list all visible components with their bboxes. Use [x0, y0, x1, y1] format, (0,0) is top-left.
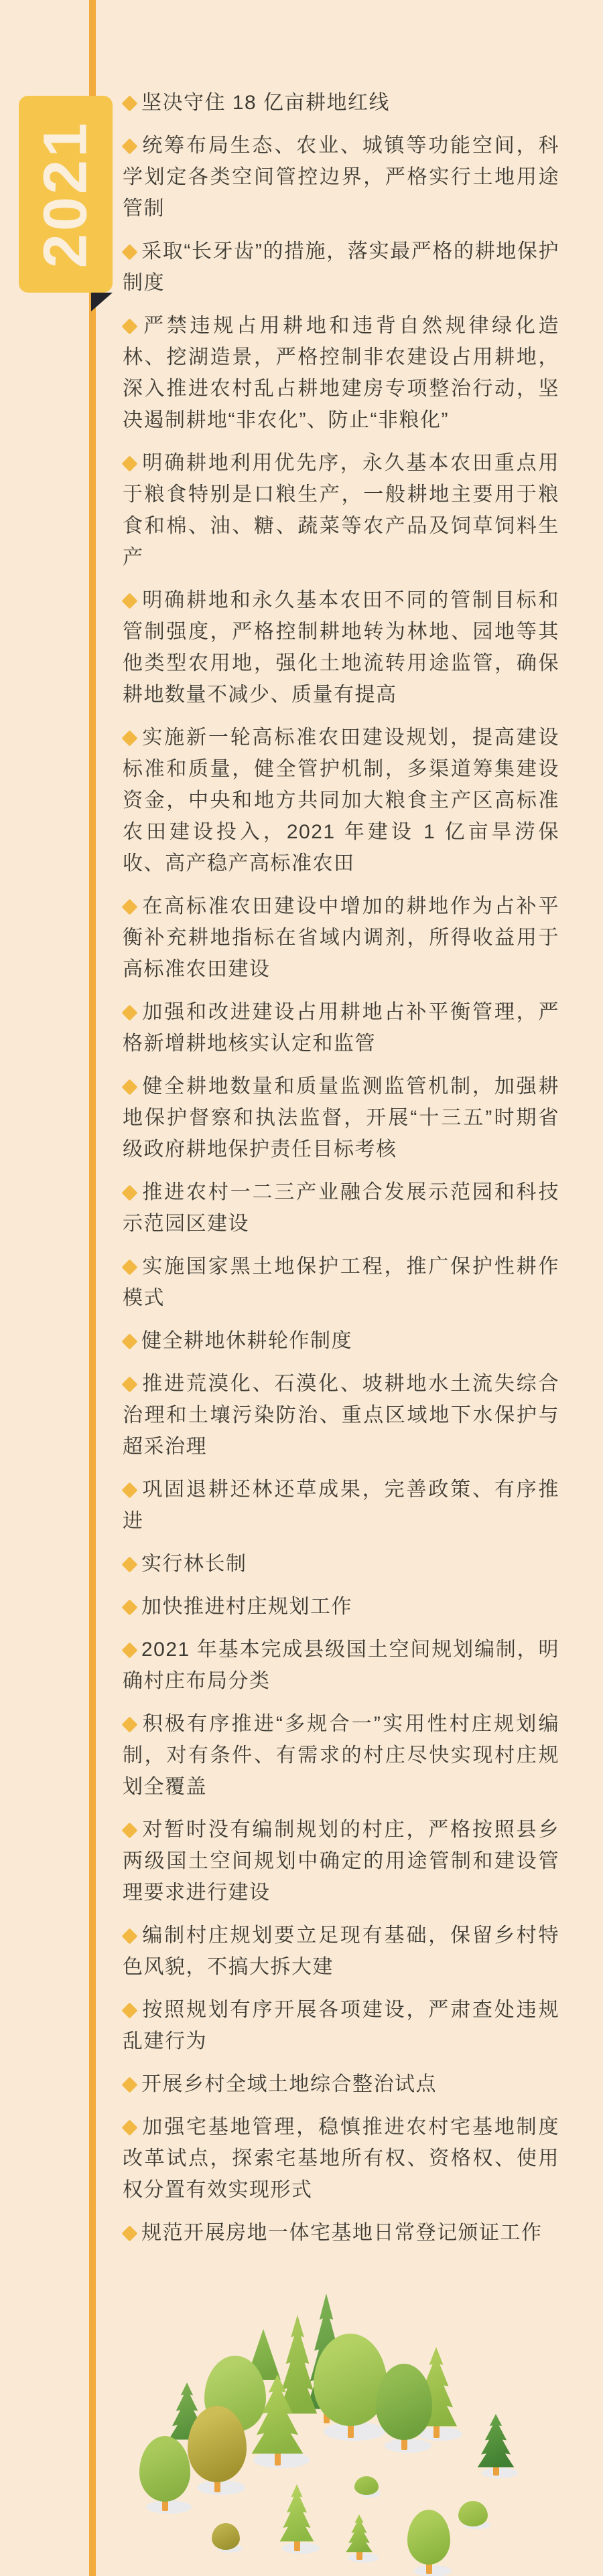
tree-spruce-icon	[277, 2315, 318, 2417]
tree-shadow	[360, 2490, 381, 2498]
tree-shadow	[414, 2565, 452, 2576]
tree-shadow	[197, 2480, 245, 2495]
diamond-bullet-icon	[121, 95, 137, 111]
diamond-bullet-icon	[121, 2002, 137, 2018]
item-text: 编制村庄规划要立足现有基础，保留乡村特色风貌，不搞大拆大建	[123, 1924, 559, 1978]
tree-cone-icon	[245, 2329, 282, 2380]
item-text: 加强和改进建设占用耕地占补平衡管理，严格新增耕地核实认定和监管	[123, 1001, 559, 1055]
list-item	[123, 2068, 559, 2100]
item-text: 健全耕地数量和质量监测监管机制，加强耕地保护督察和执法监督，开展“十三五”时期省级政府耕地保护责任目标考核	[123, 1075, 559, 1160]
diamond-bullet-icon	[121, 1928, 137, 1944]
tree-trunk	[401, 2436, 407, 2450]
timeline-line	[89, 0, 96, 2576]
tree-trunk	[324, 2409, 330, 2423]
tree-shadow	[464, 2521, 490, 2529]
list-item	[123, 130, 559, 224]
item-text: 加强宅基地管理，稳慎推进农村宅基地制度改革试点，探索宅基地所有权、资格权、使用权分置有效实现形式	[123, 2116, 559, 2201]
diamond-bullet-icon	[121, 2225, 137, 2241]
item-text: 加快推进村庄规划工作	[141, 1596, 352, 1618]
tree-spruce-icon	[414, 2347, 458, 2429]
list-item	[123, 1071, 559, 1165]
list-item	[123, 87, 559, 119]
tree-trunk	[348, 2422, 354, 2438]
tree-trunk	[214, 2478, 220, 2492]
tree-oval-icon	[204, 2356, 266, 2432]
year-label: 2021	[31, 120, 100, 269]
diamond-bullet-icon	[121, 138, 137, 154]
list-item	[123, 891, 559, 985]
item-text: 明确耕地利用优先序，永久基本农田重点用于粮食特别是口粮生产，一般耕地主要用于粮食和棉、油、糖、蔬菜等农产品及饲草饲料生产	[123, 452, 559, 569]
diamond-bullet-icon	[121, 318, 137, 334]
tree-shadow	[418, 2427, 462, 2441]
diamond-bullet-icon	[121, 1642, 137, 1658]
list-item	[123, 310, 559, 436]
diamond-bullet-icon	[121, 1822, 137, 1838]
item-text: 实施新一轮高标准农田建设规划，提高建设标准和质量，健全管护机制，多渠道筹集建设资金，中央和地方共同加大粮食主产区高标准农田建设投入，2021 年建设 1 亿亩旱涝保收、高产稳产高标准农田	[123, 727, 559, 875]
diamond-bullet-icon	[121, 1259, 137, 1275]
item-text: 开展乡村全域土地综合整治试点	[141, 2073, 437, 2095]
diamond-bullet-icon	[121, 2119, 137, 2135]
list-item	[123, 1708, 559, 1803]
list-item	[123, 1994, 559, 2057]
list-item	[123, 1634, 559, 1697]
diamond-bullet-icon	[121, 1333, 137, 1349]
list-item	[123, 1368, 559, 1462]
tree-trunk	[426, 2561, 432, 2574]
list-item	[123, 447, 559, 573]
tree-trunk	[356, 2549, 362, 2560]
tree-spruce-icon	[305, 2293, 348, 2413]
item-text: 采取“长牙齿”的措施，落实最严格的耕地保护制度	[123, 240, 559, 294]
tree-trunk	[294, 2539, 300, 2551]
item-text: 坚决守住 18 亿亩耕地红线	[141, 92, 391, 114]
tree-oval-icon	[188, 2406, 247, 2482]
diamond-bullet-icon	[121, 1185, 137, 1201]
tree-trunk	[162, 2498, 168, 2511]
tree-spruce-icon	[279, 2484, 315, 2543]
tree-oval-icon	[314, 2334, 387, 2426]
tree-bush-icon	[212, 2523, 240, 2550]
policy-item-list	[123, 87, 559, 2260]
diamond-bullet-icon	[121, 455, 137, 471]
diamond-bullet-icon	[121, 1716, 137, 1732]
tree-trunk	[433, 2425, 440, 2438]
tree-spruce-icon	[476, 2414, 515, 2469]
diamond-bullet-icon	[121, 1556, 137, 1572]
item-text: 积极有序推进“多规合一”实用性村庄规划编制，对有条件、有需求的村庄尽快实现村庄规划全覆盖	[123, 1713, 559, 1798]
tree-shadow	[348, 2553, 379, 2563]
tree-shadow	[253, 2451, 310, 2468]
diamond-bullet-icon	[121, 1004, 137, 1020]
tree-bush-icon	[354, 2476, 379, 2495]
tree-spruce-icon	[168, 2382, 206, 2441]
list-item	[123, 996, 559, 1059]
tree-trunk	[493, 2465, 499, 2476]
item-text: 按照规划有序开展各项建设，严肃查处违规乱建行为	[123, 1999, 559, 2052]
diamond-bullet-icon	[121, 2076, 137, 2093]
tree-bush-icon	[458, 2501, 488, 2526]
list-item	[123, 585, 559, 710]
diamond-bullet-icon	[121, 244, 137, 260]
tree-shadow	[146, 2500, 192, 2514]
item-text: 规范开展房地一体宅基地日常登记颁证工作	[141, 2222, 543, 2244]
diamond-bullet-icon	[121, 593, 137, 609]
list-item	[123, 1814, 559, 1908]
list-item	[123, 1177, 559, 1239]
diamond-bullet-icon	[121, 1376, 137, 1392]
item-text: 巩固退耕还林还草成果，完善政策、有序推进	[123, 1479, 559, 1532]
tree-shadow	[482, 2468, 518, 2478]
tree-spruce-icon	[345, 2514, 373, 2553]
tree-shadow	[385, 2439, 431, 2453]
year-badge	[19, 96, 113, 293]
list-item	[123, 1591, 559, 1622]
item-text: 推进农村一二三产业融合发展示范园和科技示范园区建设	[123, 1181, 559, 1235]
badge-fold-corner	[91, 293, 113, 311]
item-text: 严禁违规占用耕地和违背自然规律绿化造林、挖湖造景，严格控制非农建设占用耕地，深入推进农村乱占耕地建房专项整治行动，坚决遏制耕地“非农化”、防止“非粮化”	[123, 315, 559, 431]
tree-oval-icon	[376, 2364, 432, 2440]
tree-trunk	[275, 2452, 281, 2466]
diamond-bullet-icon	[121, 899, 137, 915]
tree-spruce-icon	[250, 2374, 305, 2456]
item-text: 实行林长制	[141, 1553, 247, 1575]
item-text: 健全耕地休耕轮作制度	[141, 1330, 352, 1352]
tree-oval-icon	[407, 2510, 450, 2565]
item-text: 2021 年基本完成县级国土空间规划编制，明确村庄布局分类	[123, 1639, 559, 1692]
tree-shadow	[282, 2543, 320, 2554]
item-text: 统筹布局生态、农业、城镇等功能空间，科学划定各类空间管控边界，严格实行土地用途管制	[123, 135, 559, 220]
list-item	[123, 722, 559, 879]
tree-shadow	[324, 2422, 385, 2441]
list-item	[123, 1474, 559, 1537]
list-item	[123, 2111, 559, 2206]
item-text: 明确耕地和永久基本农田不同的管制目标和管制强度，严格控制耕地转为林地、园地等其他类型农用地，强化土地流转用途监管，确保耕地数量不减少、质量有提高	[123, 589, 559, 706]
item-text: 对暂时没有编制规划的村庄，严格按照县乡两级国土空间规划中确定的用途管制和建设管理要求进行建设	[123, 1819, 559, 1904]
list-item	[123, 1251, 559, 1314]
item-text: 推进荒漠化、石漠化、坡耕地水土流失综合治理和土壤污染防治、重点区域地下水保护与超采治理	[123, 1373, 559, 1458]
tree-oval-icon	[139, 2436, 190, 2502]
list-item	[123, 1920, 559, 1983]
list-item	[123, 1325, 559, 1357]
list-item	[123, 236, 559, 299]
diamond-bullet-icon	[121, 1599, 137, 1615]
diamond-bullet-icon	[121, 1482, 137, 1498]
list-item	[123, 1548, 559, 1580]
item-text: 实施国家黑土地保护工程，推广保护性耕作模式	[123, 1256, 559, 1309]
diamond-bullet-icon	[121, 730, 137, 746]
list-item	[123, 2217, 559, 2249]
item-text: 在高标准农田建设中增加的耕地作为占补平衡补充耕地指标在省域内调剂，所得收益用于高标准农田建设	[123, 895, 559, 980]
tree-shadow	[217, 2545, 243, 2553]
diamond-bullet-icon	[121, 1079, 137, 1095]
